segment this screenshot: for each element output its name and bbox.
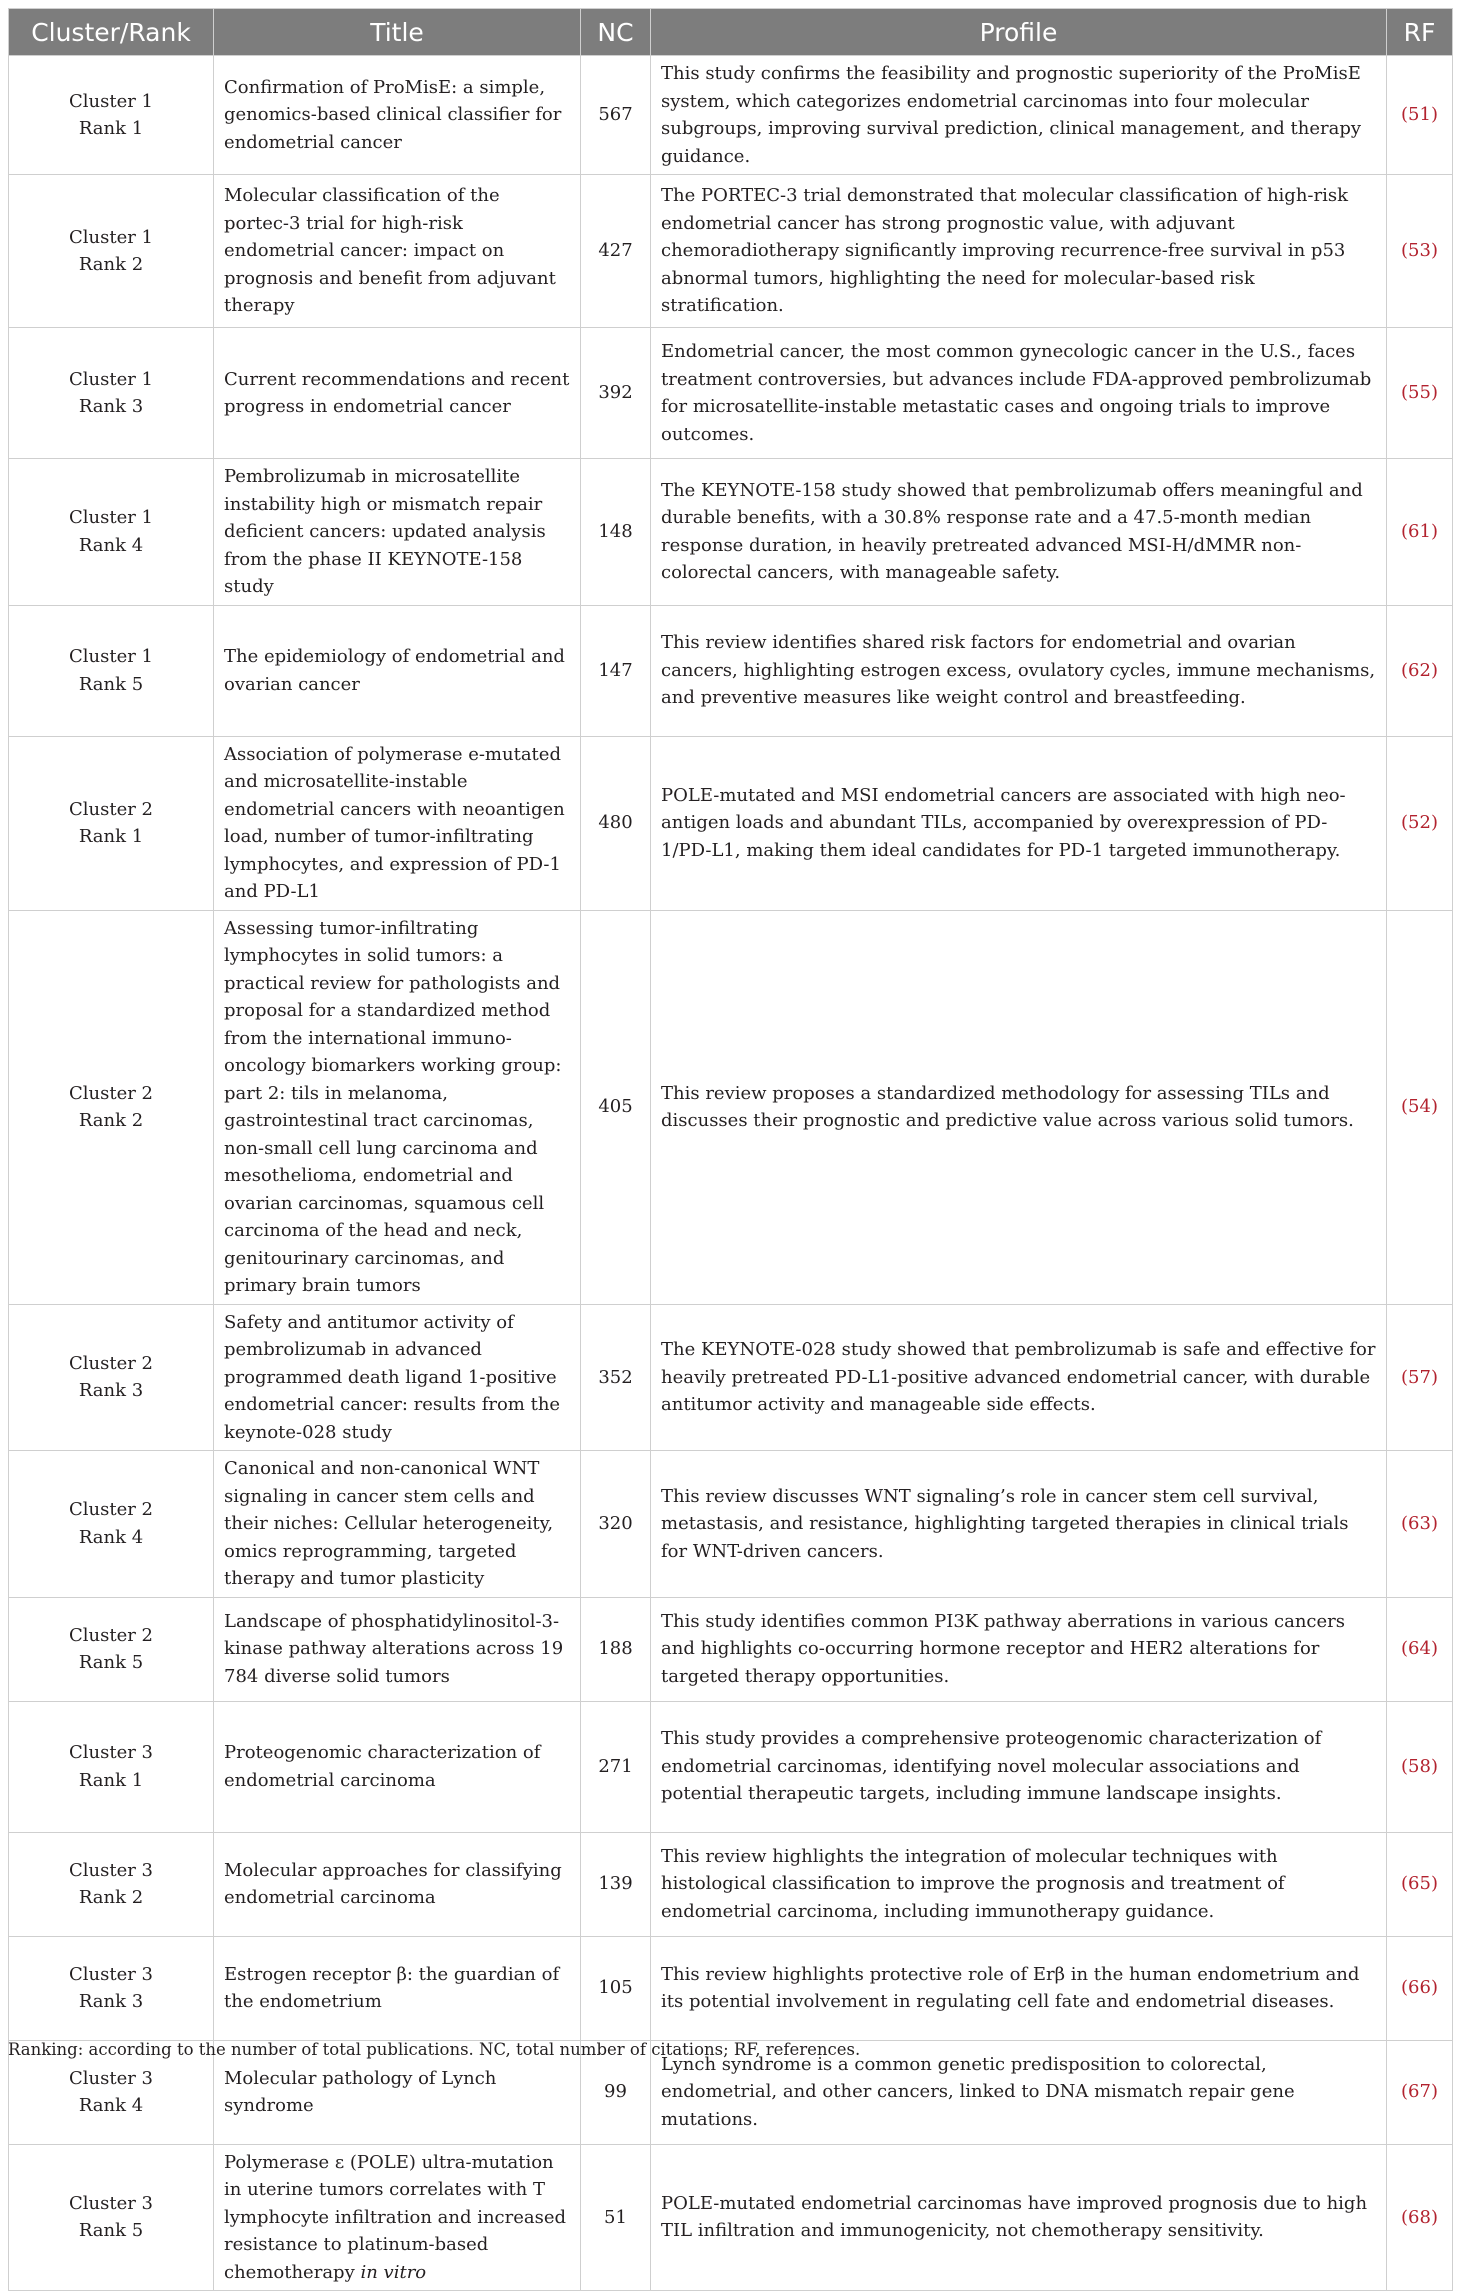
reference-link[interactable]: (54) bbox=[1387, 910, 1453, 1304]
title-cell: Confirmation of ProMisE: a simple, genomics-based clinical classifier for endometrial cancer bbox=[214, 56, 581, 175]
profile-cell: This study identifies common PI3K pathway aberrations in various cancers and highlights co-occurring hormone receptor and HER2 alterations for targeted therapy opportunities. bbox=[651, 1597, 1387, 1701]
nc-cell: 392 bbox=[581, 328, 651, 459]
profile-cell: This review proposes a standardized methodology for assessing TILs and discusses their prognostic and predictive value across various solid tumors. bbox=[651, 910, 1387, 1304]
cluster-label: Cluster 3 bbox=[68, 2192, 154, 2214]
rank-label: Rank 3 bbox=[78, 396, 144, 417]
table-row bbox=[9, 1936, 1453, 2040]
table-row bbox=[9, 1701, 1453, 1832]
nc-cell: 427 bbox=[581, 175, 651, 328]
profile-cell: Endometrial cancer, the most common gynecologic cancer in the U.S., faces treatment controversies, but advances include FDA-approved pembrolizumab for microsatellite-instable metastatic cases and ongoing trials to improve outcomes. bbox=[651, 328, 1387, 459]
nc-cell: 405 bbox=[581, 910, 651, 1304]
nc-cell: 352 bbox=[581, 1304, 651, 1451]
table-row bbox=[9, 56, 1453, 175]
title-cell: Safety and antitumor activity of pembrolizumab in advanced programmed death ligand 1-positive endometrial cancer: results from the keynote-028 study bbox=[214, 1304, 581, 1451]
cluster-label: Cluster 2 bbox=[68, 1352, 154, 1374]
table-row bbox=[9, 1597, 1453, 1701]
cluster-label: Cluster 3 bbox=[68, 1963, 154, 1985]
rank-label: Rank 3 bbox=[78, 1380, 144, 1402]
profile-cell: The PORTEC-3 trial demonstrated that molecular classification of high-risk endometrial cancer has strong prognostic value, with adjuvant chemoradiotherapy significantly improving recurrence-free survival in p53 abnormal tumors, highlighting the need for molecular-based risk stratification. bbox=[651, 175, 1387, 328]
table-row bbox=[9, 910, 1453, 1304]
rank-label: Rank 3 bbox=[78, 1991, 144, 2012]
table-row bbox=[9, 605, 1453, 736]
rank-label: Rank 4 bbox=[78, 1526, 144, 1548]
title-cell: Landscape of phosphatidylinositol-3-kinase pathway alterations across 19 784 diverse solid tumors bbox=[214, 1597, 581, 1701]
rank-label: Rank 4 bbox=[78, 534, 144, 556]
title-cell bbox=[214, 2144, 581, 2291]
reference-link[interactable]: (68) bbox=[1387, 2144, 1453, 2291]
rank-label: Rank 5 bbox=[78, 2220, 144, 2242]
cluster-rank-cell bbox=[9, 1936, 214, 2040]
header-profile: Profile bbox=[651, 9, 1387, 56]
cluster-rank-cell bbox=[9, 736, 214, 910]
title-cell: Canonical and non-canonical WNT signaling in cancer stem cells and their niches: Cellular heterogeneity, omics reprogramming, targeted therapy and tumor plasticity bbox=[214, 1451, 581, 1598]
rank-label: Rank 2 bbox=[78, 254, 144, 275]
profile-cell: The KEYNOTE-158 study showed that pembrolizumab offers meaningful and durable benefits, with a 30.8% response rate and a 47.5-month median response duration, in heavily pretreated advanced MSI-H/dMMR non-colorectal cancers, with manageable safety. bbox=[651, 459, 1387, 606]
reference-link[interactable]: (52) bbox=[1387, 736, 1453, 910]
table-row bbox=[9, 2144, 1453, 2291]
header-title: Title bbox=[214, 9, 581, 56]
table-row bbox=[9, 1832, 1453, 1936]
header-nc: NC bbox=[581, 9, 651, 56]
nc-cell: 567 bbox=[581, 56, 651, 175]
table-row bbox=[9, 328, 1453, 459]
cluster-rank-cell bbox=[9, 1304, 214, 1451]
rank-label: Rank 4 bbox=[78, 2095, 144, 2116]
cluster-label: Cluster 1 bbox=[68, 646, 154, 667]
reference-link[interactable]: (67) bbox=[1387, 2040, 1453, 2144]
cluster-label: Cluster 1 bbox=[68, 90, 154, 112]
cluster-label: Cluster 2 bbox=[68, 1624, 154, 1646]
reference-link[interactable]: (62) bbox=[1387, 605, 1453, 736]
cluster-rank-cell bbox=[9, 2144, 214, 2291]
table-row bbox=[9, 736, 1453, 910]
profile-cell: This review identifies shared risk factors for endometrial and ovarian cancers, highlighting estrogen excess, ovulatory cycles, immune mechanisms, and preventive measures like weight control and breastfeeding. bbox=[651, 605, 1387, 736]
cluster-label: Cluster 1 bbox=[68, 226, 154, 248]
title-cell: Assessing tumor-infiltrating lymphocytes in solid tumors: a practical review for pathologists and proposal for a standardized method from the international immuno-oncology biomarkers working group: part 2: tils in melanoma, gastrointestinal tract carcinomas, non-small cell lung carcinoma and mesothelioma, endometrial and ovarian carcinomas, squamous cell carcinoma of the head and neck, genitourinary carcinomas, and primary brain tumors bbox=[214, 910, 581, 1304]
title-cell: The epidemiology of endometrial and ovarian cancer bbox=[214, 605, 581, 736]
header-rf: RF bbox=[1387, 9, 1453, 56]
cluster-rank-cell bbox=[9, 1701, 214, 1832]
title-cell: Estrogen receptor β: the guardian of the endometrium bbox=[214, 1936, 581, 2040]
reference-link[interactable]: (66) bbox=[1387, 1936, 1453, 2040]
rank-label: Rank 2 bbox=[78, 1110, 144, 1131]
profile-cell: POLE-mutated and MSI endometrial cancers are associated with high neo-antigen loads and abundant TILs, accompanied by overexpression of PD-1/PD-L1, making them ideal candidates for PD-1 targeted immunotherapy. bbox=[651, 736, 1387, 910]
title-cell: Current recommendations and recent progress in endometrial cancer bbox=[214, 328, 581, 459]
reference-link[interactable]: (65) bbox=[1387, 1832, 1453, 1936]
profile-cell: Lynch syndrome is a common genetic predisposition to colorectal, endometrial, and other cancers, linked to DNA mismatch repair gene mutations. bbox=[651, 2040, 1387, 2144]
reference-link[interactable]: (64) bbox=[1387, 1597, 1453, 1701]
cluster-label: Cluster 2 bbox=[68, 1082, 154, 1104]
profile-cell: This review discusses WNT signaling’s role in cancer stem cell survival, metastasis, and resistance, highlighting targeted therapies in clinical trials for WNT-driven cancers. bbox=[651, 1451, 1387, 1598]
nc-cell: 271 bbox=[581, 1701, 651, 1832]
cluster-label: Cluster 1 bbox=[68, 368, 154, 390]
cluster-rank-cell bbox=[9, 459, 214, 606]
cluster-rank-cell bbox=[9, 56, 214, 175]
profile-cell: The KEYNOTE-028 study showed that pembrolizumab is safe and effective for heavily pretreated PD-L1-positive advanced endometrial cancer, with durable antitumor activity and manageable side effects. bbox=[651, 1304, 1387, 1451]
rank-label: Rank 1 bbox=[78, 826, 144, 847]
profile-cell: This review highlights the integration of molecular techniques with histological classification to improve the prognosis and treatment of endometrial carcinoma, including immunotherapy guidance. bbox=[651, 1832, 1387, 1936]
publications-table bbox=[8, 8, 1453, 2291]
table-row bbox=[9, 1451, 1453, 1598]
title-cell: Association of polymerase e-mutated and microsatellite-instable endometrial cancers with neoantigen load, number of tumor-infiltrating lymphocytes, and expression of PD-1 and PD-L1 bbox=[214, 736, 581, 910]
cluster-rank-cell bbox=[9, 605, 214, 736]
table-footnote: Ranking: according to the number of total publications. NC, total number of citations; RF, references. bbox=[8, 2040, 861, 2059]
profile-cell: This study provides a comprehensive proteogenomic characterization of endometrial carcinomas, identifying novel molecular associations and potential therapeutic targets, including immune landscape insights. bbox=[651, 1701, 1387, 1832]
title-text: Polymerase ε (POLE) ultra-mutation in uterine tumors correlates with T lymphocyte infiltration and increased resistance to platinum-based chemotherapy in vitro bbox=[224, 2151, 567, 2283]
reference-link[interactable]: (51) bbox=[1387, 56, 1453, 175]
cluster-label: Cluster 3 bbox=[68, 1742, 154, 1763]
nc-cell: 139 bbox=[581, 1832, 651, 1936]
nc-cell: 320 bbox=[581, 1451, 651, 1598]
cluster-rank-cell bbox=[9, 1451, 214, 1598]
table-row bbox=[9, 1304, 1453, 1451]
rank-label: Rank 5 bbox=[78, 1652, 144, 1673]
cluster-rank-cell bbox=[9, 328, 214, 459]
profile-cell: This study confirms the feasibility and prognostic superiority of the ProMisE system, which categorizes endometrial carcinomas into four molecular subgroups, improving survival prediction, clinical management, and therapy guidance. bbox=[651, 56, 1387, 175]
reference-link[interactable]: (57) bbox=[1387, 1304, 1453, 1451]
nc-cell: 480 bbox=[581, 736, 651, 910]
rank-label: Rank 2 bbox=[78, 1887, 144, 1908]
profile-cell: POLE-mutated endometrial carcinomas have improved prognosis due to high TIL infiltration and immunogenicity, not chemotherapy sensitivity. bbox=[651, 2144, 1387, 2291]
table-row bbox=[9, 459, 1453, 606]
reference-link[interactable]: (61) bbox=[1387, 459, 1453, 606]
header-cluster-rank: Cluster/Rank bbox=[9, 9, 214, 56]
nc-cell: 99 bbox=[581, 2040, 651, 2144]
reference-link[interactable]: (53) bbox=[1387, 175, 1453, 328]
cluster-rank-cell bbox=[9, 1832, 214, 1936]
cluster-label: Cluster 1 bbox=[68, 507, 154, 529]
cluster-label: Cluster 3 bbox=[68, 2067, 154, 2089]
profile-cell: This review highlights protective role of Erβ in the human endometrium and its potential involvement in regulating cell fate and endometrial diseases. bbox=[651, 1936, 1387, 2040]
title-cell: Molecular classification of the portec-3 trial for high-risk endometrial cancer: impact on prognosis and benefit from adjuvant therapy bbox=[214, 175, 581, 328]
title-cell: Molecular pathology of Lynch syndrome bbox=[214, 2040, 581, 2144]
nc-cell: 51 bbox=[581, 2144, 651, 2291]
cluster-label: Cluster 3 bbox=[68, 1859, 154, 1881]
reference-link[interactable]: (58) bbox=[1387, 1701, 1453, 1832]
cluster-rank-cell bbox=[9, 175, 214, 328]
cluster-rank-cell bbox=[9, 910, 214, 1304]
reference-link[interactable]: (63) bbox=[1387, 1451, 1453, 1598]
cluster-label: Cluster 2 bbox=[68, 798, 154, 820]
nc-cell: 147 bbox=[581, 605, 651, 736]
title-cell: Proteogenomic characterization of endometrial carcinoma bbox=[214, 1701, 581, 1832]
nc-cell: 148 bbox=[581, 459, 651, 606]
reference-link[interactable]: (55) bbox=[1387, 328, 1453, 459]
table-header-row bbox=[9, 9, 1453, 56]
nc-cell: 188 bbox=[581, 1597, 651, 1701]
title-cell: Molecular approaches for classifying endometrial carcinoma bbox=[214, 1832, 581, 1936]
title-cell: Pembrolizumab in microsatellite instability high or mismatch repair deficient cancers: updated analysis from the phase II KEYNOTE-158 study bbox=[214, 459, 581, 606]
rank-label: Rank 5 bbox=[78, 673, 144, 695]
cluster-label: Cluster 2 bbox=[68, 1499, 154, 1521]
rank-label: Rank 1 bbox=[78, 1769, 144, 1791]
table-row bbox=[9, 175, 1453, 328]
nc-cell: 105 bbox=[581, 1936, 651, 2040]
rank-label: Rank 1 bbox=[78, 118, 144, 139]
cluster-rank-cell bbox=[9, 1597, 214, 1701]
